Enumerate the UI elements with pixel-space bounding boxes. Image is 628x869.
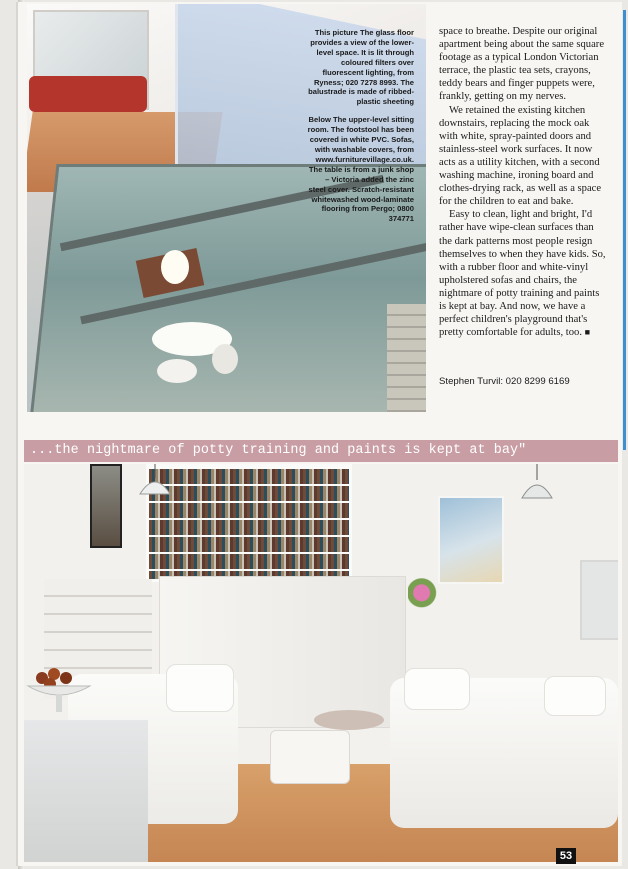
- photo-chair: [212, 344, 238, 374]
- photo-footstool: [270, 730, 350, 784]
- photo-artwork: [438, 496, 504, 584]
- contact-credit: Stephen Turvil: 020 8299 6169: [439, 376, 570, 387]
- photo-window: [580, 560, 618, 640]
- photo-caption: [306, 28, 414, 232]
- photo-lamp: [161, 250, 189, 284]
- photo-bookshelf: [146, 464, 352, 582]
- pull-quote: ...the nightmare of potty training and paints is kept at bay": [24, 440, 618, 462]
- photo-red-sofa: [29, 76, 147, 112]
- pendant-lamp-icon: [136, 464, 174, 496]
- photo-stairs: [387, 304, 426, 412]
- photo-artwork: [90, 464, 122, 548]
- photo-cushion: [544, 676, 606, 716]
- article-column: [439, 25, 609, 339]
- fruit-bowl-icon: [24, 660, 94, 718]
- article-paragraph-text: Easy to clean, light and bright, I'd rather have wipe-clean surfaces than the dark patterns most people resign themselves to when they have kids. So, with a rubber floor and white-vinyl upholstered sofas and chairs, the nightmare of potty training and paints is kept at bay. And now, we have a perfect children's playground that's pretty comfortable for adults, too.: [439, 209, 606, 339]
- pendant-lamp-icon: [518, 464, 556, 500]
- page-edge-mark: [623, 10, 626, 450]
- photo-side-table: [24, 720, 148, 862]
- caption-below: Below The upper-level sitting room. The footstool has been covered in white PVC. Sofas, with washable covers, from www.furniturevillage.co.uk. The table is from a junk shop – Victoria added the zinc steel cover. Scratch-resistant whitewashed wood-laminate flooring from Pergo; 0800 374771: [307, 115, 414, 224]
- end-mark-icon: ■: [584, 327, 591, 338]
- photo-floor-cushion: [314, 710, 384, 730]
- page-number: 53: [556, 848, 576, 864]
- caption-this-picture: This picture The glass floor provides a view of the lower-level space. It is lit through coloured filters over fluorescent lighting, from Ryness; 020 7278 8993. The balustrade is made of ribbed-plastic sheeting: [308, 28, 414, 107]
- article-paragraph: [439, 208, 609, 339]
- article-paragraph: We retained the existing kitchen downstairs, replacing the mock oak with white, spray-painted doors and stainless-steel work surfaces. It now acts as a utility kitchen, with a second washing machine, ironing board and clothes-drying rack, as well as a space for the children to eat and bake.: [439, 104, 602, 208]
- photo-cushion: [166, 664, 234, 712]
- sitting-room-photo: [24, 464, 618, 862]
- photo-chair: [157, 359, 197, 383]
- article-paragraph: space to breathe. Despite our original apartment being about the same square footage as a typical London Victorian terrace, the plastic tea sets, crayons, teddy bears and finger puppets were, frankly, getting on my nerves.: [439, 26, 605, 103]
- photo-cushion: [404, 668, 470, 710]
- photo-flowers: [408, 576, 442, 618]
